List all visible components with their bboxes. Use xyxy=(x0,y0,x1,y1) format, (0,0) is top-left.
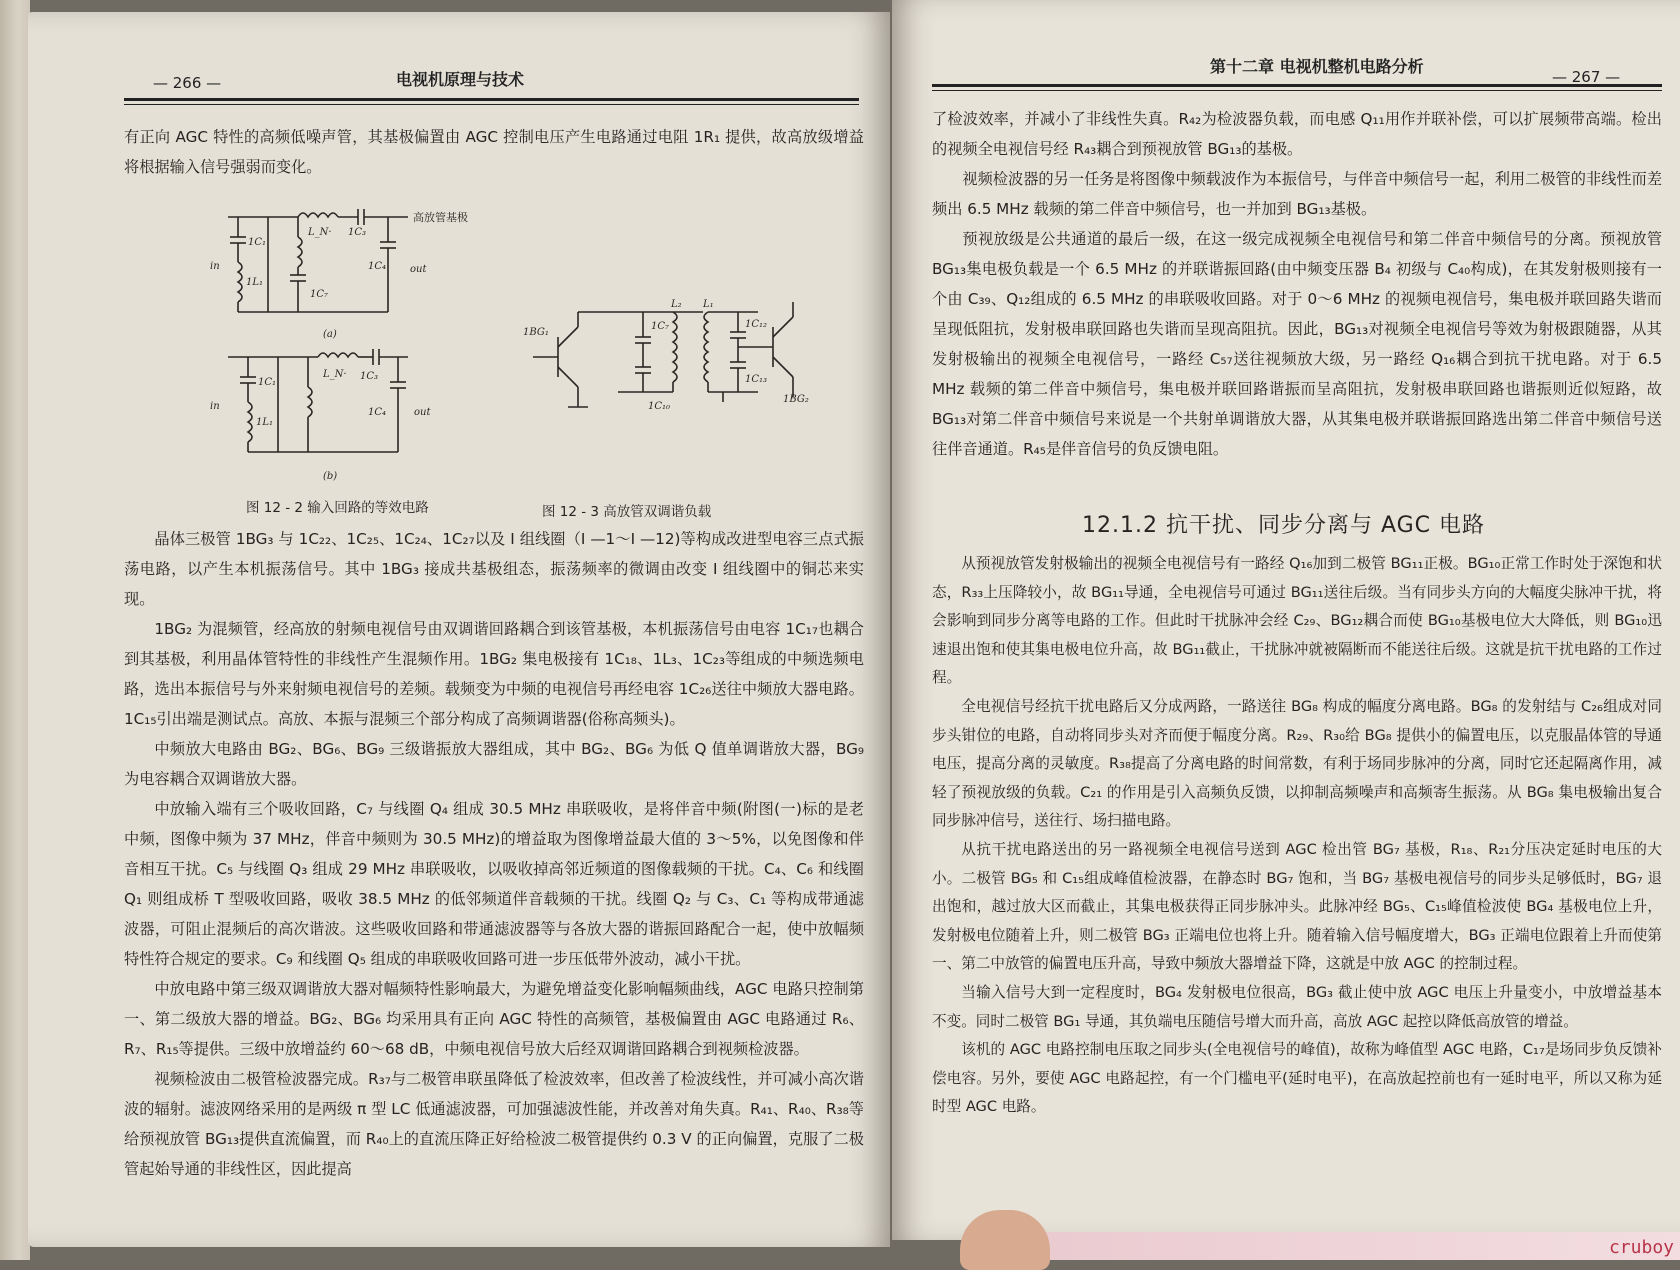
figure-12-3-caption: 图 12 - 3 高放管双调谐负载 xyxy=(542,504,712,520)
paragraph: 预视放级是公共通道的最后一级，在这一级完成视频全电视信号和第二伴音中频信号的分离。预视放管 BG₁₃集电极负载是一个 6.5 MHz 的并联谐振回路(由中频变压器 B₄ 初级与 C₄₀构成)，在其发射极则接有一个由 C₃₉、Q₁₂组成的 6.5 MHz 的串联吸收回路。对于 0～6 MHz 的视频电视信号，集电极并联回路失谐而呈现低阻抗，发射极串联回路也失谐而呈现高阻抗。因此，BG₁₃对视频全电视信号等效为射极跟随器，从其发射极输出的视频全电视信号，一路经 C₅₇送往视频放大级，另一路经 Q₁₆耦合到抗干扰电路。对于 6.5 MHz 载频的第二伴音中频信号，集电极并联回路谐振而呈高阻抗，发射极串联回路也谐振则近似短路，故 BG₁₃对第二伴音中频信号来说是一个共射单调谐放大器，从其集电极并联谐振回路选出第二伴音中频信号送往伴音通道。R₄₅是伴音信号的负反馈电阻。 xyxy=(932,230,1662,458)
figure-label: in xyxy=(210,401,220,412)
right-body-bottom xyxy=(932,550,1662,1122)
figure-12-2-caption: 图 12 - 2 输入回路的等效电路 xyxy=(246,500,429,516)
figure-label: 1C₁₂ xyxy=(745,319,768,330)
figure-label: 1BG₂ xyxy=(783,394,809,405)
figure-label: 1C₃ xyxy=(348,227,367,238)
figure-label: L₁ xyxy=(703,299,714,310)
paragraph: 中放输入端有三个吸收回路，C₇ 与线圈 Q₄ 组成 30.5 MHz 串联吸收，是将伴音中频(附图(一)标的是老中频，图像中频为 37 MHz，伴音中频则为 30.5 MHz)的增益取为图像增益最大值的 3～5%，以免图像和伴音相互干扰。C₅ 与线圈 Q₃ 组成 29 MHz 串联吸收，以吸收掉高邻近频道的图像载频的干扰。C₄、C₆ 和线圈 Q₁ 则组成桥 T 型吸收回路，吸收 38.5 MHz 的低邻频道伴音载频的干扰。线圈 Q₂ 与 C₃、C₁ 等构成带通滤波器，可阻止混频后的高次谐波。这些吸收回路和带通滤波器等与各放大器的谐振回路配合一起，使中放幅频特性符合规定的要求。C₉ 和线圈 Q₅ 组成的串联吸收回路可进一步压低带外波动，减小干扰。 xyxy=(124,800,864,968)
figure-label: 1C₁ xyxy=(258,377,277,388)
paragraph: 视频检波由二极管检波器完成。R₃₇与二极管串联虽降低了检波效率，但改善了检波线性，并可减小高次谐波的辐射。滤波网络采用的是两级 π 型 LC 低通滤波器，可加强滤波性能，并改善对角失真。R₄₁、R₄₀、R₃₈等给预视放管 BG₁₃提供直流偏置，而 R₄₀上的直流压降正好给检波二极管提供约 0.3 V 的正向偏置，克服了二极管起始导通的非线性区，因此提高 xyxy=(124,1070,864,1178)
left-body-text xyxy=(124,524,864,1184)
figure-label: 1C₁₃ xyxy=(745,374,768,385)
paragraph: 全电视信号经抗干扰电路后又分成两路，一路送往 BG₈ 构成的幅度分离电路。BG₈ 的发射结与 C₂₆组成对同步头钳位的电路，自动将同步头对齐而便于幅度分离。R₂₉、R₃₀给 BG₈ 提供小的偏置电压，以克服晶体管的导通电压，提高分离的灵敏度。R₃₈提高了分离电路的时间常数，有利于场同步脉冲的分离，同时它还起隔离作用，减轻了预视放级的负载。C₂₁ 的作用是引入高频负反馈，以抑制高频噪声和高频寄生振荡。从 BG₈ 集电极输出复合同步脉冲信号，送往行、场扫描电路。 xyxy=(932,697,1662,830)
paragraph: 该机的 AGC 电路控制电压取之同步头(全电视信号的峰值)，故称为峰值型 AGC 电路，C₁₇是场同步负反馈补偿电容。另外，要使 AGC 电路起控，有一个门槛电平(延时电平)，在高放起控前也有一延时电平，所以又称为延时型 AGC 电路。 xyxy=(932,1041,1662,1116)
figure-label: 1C₇ xyxy=(310,289,329,300)
figure-label: L_N· xyxy=(308,227,332,238)
right-page-number: — 267 — xyxy=(1552,68,1621,86)
figure-label: 1C₁₀ xyxy=(648,401,671,412)
figure-label: 1C₃ xyxy=(360,371,379,382)
left-page xyxy=(28,12,890,1247)
paragraph: 从抗干扰电路送出的另一路视频全电视信号送到 AGC 检出管 BG₇ 基极，R₁₈、R₂₁分压决定延时电压的大小。二极管 BG₅ 和 C₁₅组成峰值检波器，在静态时 BG₇ 饱和，当 BG₇ 基极电视信号的同步头足够低时，BG₇ 退出饱和，越过放大区而截止，其集电极获得正同步脉冲头。此脉冲经 BG₅、C₁₅峰值检波使 BG₄ 基极电位上升，发射极电位随着上升，则二极管 BG₃ 正端电位也将上升。随着输入信号幅度增大，BG₃ 正端电位跟着上升而使第一、第二中放管的偏置电压升高，导致中频放大器增益下降，这就是中放 AGC 的控制过程。 xyxy=(932,840,1662,973)
figure-label: 1BG₁ xyxy=(523,327,549,338)
fabric-background xyxy=(990,1232,1680,1260)
figure-label: out xyxy=(410,264,427,275)
figure-12-3-circuit xyxy=(523,297,843,432)
left-running-title: 电视机原理与技术 xyxy=(396,70,525,89)
paragraph: 1BG₂ 为混频管，经高放的射频电视信号由双调谐回路耦合到该管基极，本机振荡信号由电容 1C₁₇也耦合到其基极，利用晶体管特性的非线性产生混频作用。1BG₂ 集电极接有 1C₁₈、1L₃、1C₂₃等组成的中频选频电路，选出本振信号与外来射频电视信号的差频。载频变为中频的电视信号再经电容 1C₂₆送往中频放大器电路。1C₁₅引出端是测试点。高放、本振与混频三个部分构成了高频调谐器(俗称高频头)。 xyxy=(124,620,864,728)
paragraph: 有正向 AGC 特性的高频低噪声管，其基极偏置由 AGC 控制电压产生电路通过电阻 1R₁ 提供，故高放级增益将根据输入信号强弱而变化。 xyxy=(124,128,864,176)
left-header-rule xyxy=(124,98,859,101)
figure-12-2-circuit xyxy=(208,197,468,487)
paragraph: 中频放大电路由 BG₂、BG₆、BG₉ 三级谐振放大器组成，其中 BG₂、BG₆ 为低 Q 值单调谐放大器，BG₉ 为电容耦合双调谐放大器。 xyxy=(124,740,864,788)
paragraph: 中放电路中第三级双调谐放大器对幅频特性影响最大，为避免增益变化影响幅频曲线，AGC 电路只控制第一、第二级放大器的增益。BG₂、BG₆ 均采用具有正向 AGC 特性的高频管，基极偏置由 AGC 电路通过 R₆、R₇、R₁₅等提供。三级中放增益约 60～68 dB，中频电视信号放大后经双调谐回路耦合到视频检波器。 xyxy=(124,980,864,1058)
right-running-title: 第十二章 电视机整机电路分析 xyxy=(1210,57,1424,76)
figure-label: L_N· xyxy=(323,369,347,380)
figure-label: in xyxy=(210,261,220,272)
watermark: cruboy xyxy=(1608,1237,1674,1258)
right-header-rule-thin xyxy=(932,90,1662,91)
figure-label: 1L₁ xyxy=(256,417,274,428)
paragraph: 视频检波器的另一任务是将图像中频载波作为本振信号，与伴音中频信号一起，利用二极管的非线性而差频出 6.5 MHz 载频的第二伴音中频信号，也一并加到 BG₁₃基极。 xyxy=(932,170,1662,218)
figure-label: L₂ xyxy=(671,299,682,310)
right-page xyxy=(892,0,1680,1240)
figure-label: 高放管基极 xyxy=(413,211,468,224)
page-stack-edge xyxy=(0,0,30,1260)
right-header-rule xyxy=(932,84,1662,87)
figure-label: 1C₄ xyxy=(368,407,387,418)
figure-label: out xyxy=(414,407,431,418)
paragraph: 从预视放管发射极输出的视频全电视信号有一路经 Q₁₆加到二极管 BG₁₁正极。BG₁₀正常工作时处于深饱和状态，R₃₃上压降较小，故 BG₁₁导通，全电视信号可通过 BG₁₁送往后级。当有同步头方向的大幅度尖脉冲干扰，将会影响到同步分离等电路的工作。但此时干扰脉冲会经 C₂₉、BG₁₂耦合而使 BG₁₀基极电位大大降低，则 BG₁₀迅速退出饱和使其集电极电位升高，故 BG₁₁截止，干扰脉冲就被隔断而不能送往后级。这就是抗干扰电路的工作过程。 xyxy=(932,555,1662,687)
figure-label: (b) xyxy=(323,471,338,482)
right-body-top xyxy=(932,104,1662,464)
paragraph: 当输入信号大到一定程度时，BG₄ 发射极电位很高，BG₃ 截止使中放 AGC 电压上升量变小，中放增益基本不变。同时二极管 BG₁ 导通，其负端电压随信号增大而升高，高放 AGC 起控以降低高放管的增益。 xyxy=(932,983,1662,1030)
figure-label: 1L₁ xyxy=(246,277,264,288)
figure-label: 1C₄ xyxy=(368,261,387,272)
left-header-rule-thin xyxy=(124,104,859,105)
left-top-paragraph xyxy=(124,122,864,182)
figure-label: (a) xyxy=(323,329,337,340)
paragraph: 了检波效率，并减小了非线性失真。R₄₂为检波器负载，而电感 Q₁₁用作并联补偿，可以扩展频带高端。检出的视频全电视信号经 R₄₃耦合到预视放管 BG₁₃的基极。 xyxy=(932,110,1662,158)
section-heading-12-1-2: 12.1.2 抗干扰、同步分离与 AGC 电路 xyxy=(1082,513,1486,538)
paragraph: 晶体三极管 1BG₃ 与 1C₂₂、1C₂₅、1C₂₄、1C₂₇以及 I 组线圈（I —1～I —12)等构成改进型电容三点式振荡电路，以产生本机振荡信号。其中 1BG₃ 接成共基极组态，振荡频率的微调由改变 I 组线圈中的铜芯来实现。 xyxy=(124,530,864,608)
figure-label: 1C₇ xyxy=(651,321,670,332)
figure-label: 1C₁ xyxy=(248,237,267,248)
left-page-number: — 266 — xyxy=(153,74,222,92)
